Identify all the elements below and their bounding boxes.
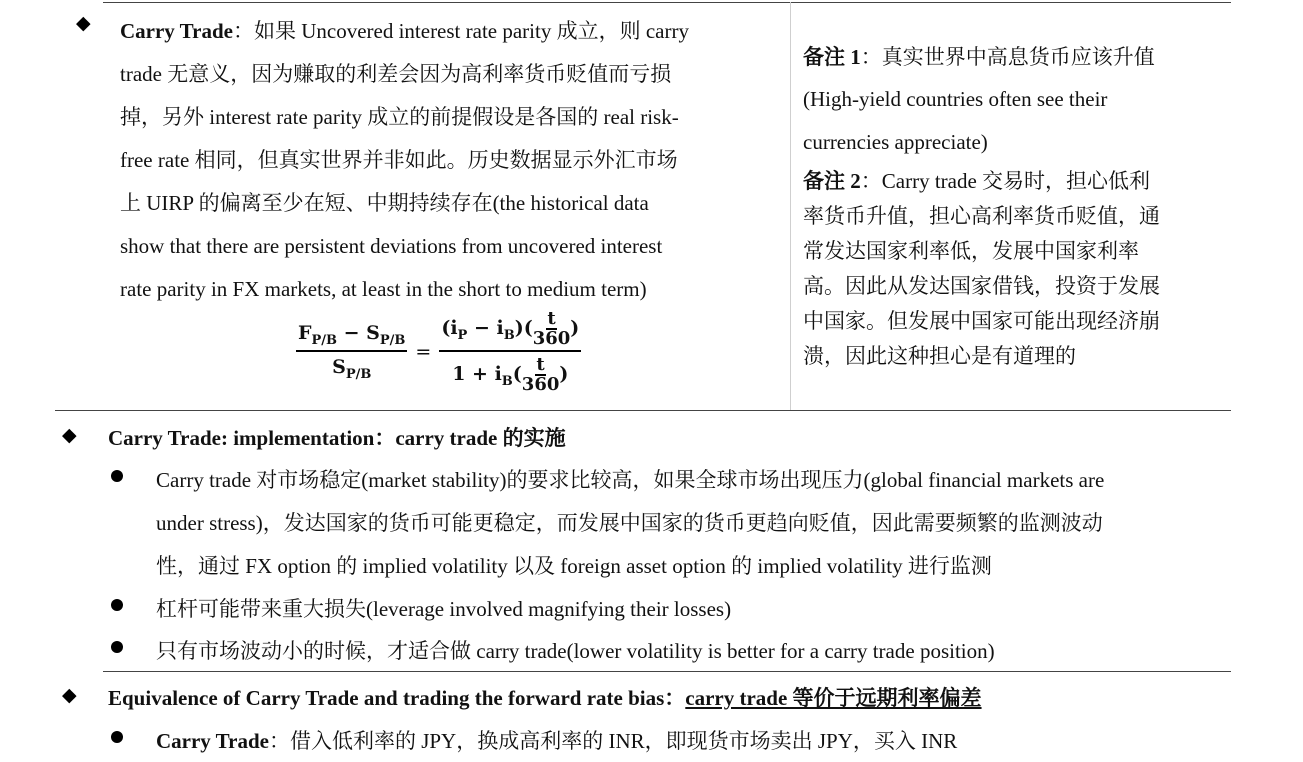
bullet-item: 只有市场波动小的时候，才适合做 carry trade(lower volatility is better for a carry trade position): [156, 639, 995, 663]
equivalence-heading-link: carry trade 等价于远期利率偏差: [685, 686, 982, 710]
equivalence-heading-text: Equivalence of Carry Trade and trading the forward rate bias：: [108, 686, 686, 710]
section-divider: [103, 671, 1231, 672]
paragraph-line: 上 UIRP 的偏离至少在短、中期持续存在(the historical data: [120, 191, 649, 215]
implementation-heading: Carry Trade: implementation：carry trade 的实施: [108, 426, 566, 450]
diamond-bullet-icon: ◆: [62, 425, 77, 446]
note1-text: currencies appreciate): [803, 130, 988, 154]
formula-equals: =: [415, 341, 432, 363]
diamond-bullet-icon: ◆: [62, 685, 77, 706]
bullet-item: 杠杆可能带来重大损失(leverage involved magnifying their losses): [156, 597, 732, 621]
note2-text: 中国家。但发展中国家可能出现经济崩: [803, 309, 1160, 333]
note1-label: 备注 1: [803, 45, 861, 69]
carry-trade-bullet-label: Carry Trade: [156, 729, 269, 753]
paragraph-line: trade 无意义，因为赚取的利差会因为高利率货币贬值而亏损: [120, 62, 672, 86]
paragraph-line: free rate 相同，但真实世界并非如此。历史数据显示外汇市场: [120, 148, 678, 172]
bullet-dot-icon: [111, 641, 123, 653]
note2-text: ：Carry trade 交易时，担心低利: [860, 169, 1151, 193]
note1-text: ：真实世界中高息货币应该升值: [860, 45, 1155, 69]
carry-trade-bullet-text: ：借入低利率的 JPY，换成高利率的 INR，即现货市场卖出 JPY，买入 INR: [268, 729, 958, 753]
formula-lhs-fraction: $\frac{F_{P/B} - S_{P/B}}{S_{P/B}}$: [298, 322, 406, 382]
notes-cell: [803, 37, 1233, 374]
table-bottom-border: [55, 410, 1231, 411]
note2-text: 率货币升值，担心高利率货币贬值，通: [803, 204, 1160, 228]
note2-label: 备注 2: [803, 169, 861, 193]
bullet-item: Carry trade 对市场稳定(market stability)的要求比较高，如果全球市场出现压力(global financial markets are: [156, 468, 1105, 492]
paragraph-line: rate parity in FX markets, at least in the short to medium term): [120, 277, 647, 301]
bullet-dot-icon: [111, 470, 123, 482]
paragraph-line: 掉，另外 interest rate parity 成立的前提假设是各国的 real risk-: [120, 105, 679, 129]
bullet-dot-icon: [111, 599, 123, 611]
bullet-item-continuation: under stress)，发达国家的货币可能更稳定，而发展中国家的货币更趋向贬值，因此需要频繁的监测波动: [156, 511, 1103, 535]
bullet-item: [156, 725, 957, 755]
carry-trade-explanation: [120, 10, 780, 311]
formula-rhs-fraction: $(i_P - i_B)$( $\frac{t}{360}$ ) $1 + i_B$( $\frac{t}{360}$ ): [441, 308, 580, 395]
note2-text: 溃，因此这种担心是有道理的: [803, 344, 1076, 368]
equivalence-heading: [108, 682, 982, 712]
bullet-item-continuation: 性，通过 FX option 的 implied volatility 以及 foreign asset option 的 implied volatility 进行监测: [156, 554, 992, 578]
paragraph-line: ：如果 Uncovered interest rate parity 成立，则 carry: [232, 19, 689, 43]
paragraph-line: show that there are persistent deviations from uncovered interest: [120, 234, 663, 258]
note2-text: 高。因此从发达国家借钱，投资于发展: [803, 274, 1160, 298]
note2-text: 常发达国家利率低，发展中国家利率: [803, 239, 1139, 263]
interest-parity-formula: [296, 310, 581, 394]
table-top-border: [103, 2, 1231, 3]
bullet-dot-icon: [111, 731, 123, 743]
table-column-divider: [790, 2, 791, 410]
note1-text: (High-yield countries often see their: [803, 87, 1108, 111]
carry-trade-label: Carry Trade: [120, 19, 233, 43]
diamond-bullet-icon: ◆: [76, 13, 91, 34]
